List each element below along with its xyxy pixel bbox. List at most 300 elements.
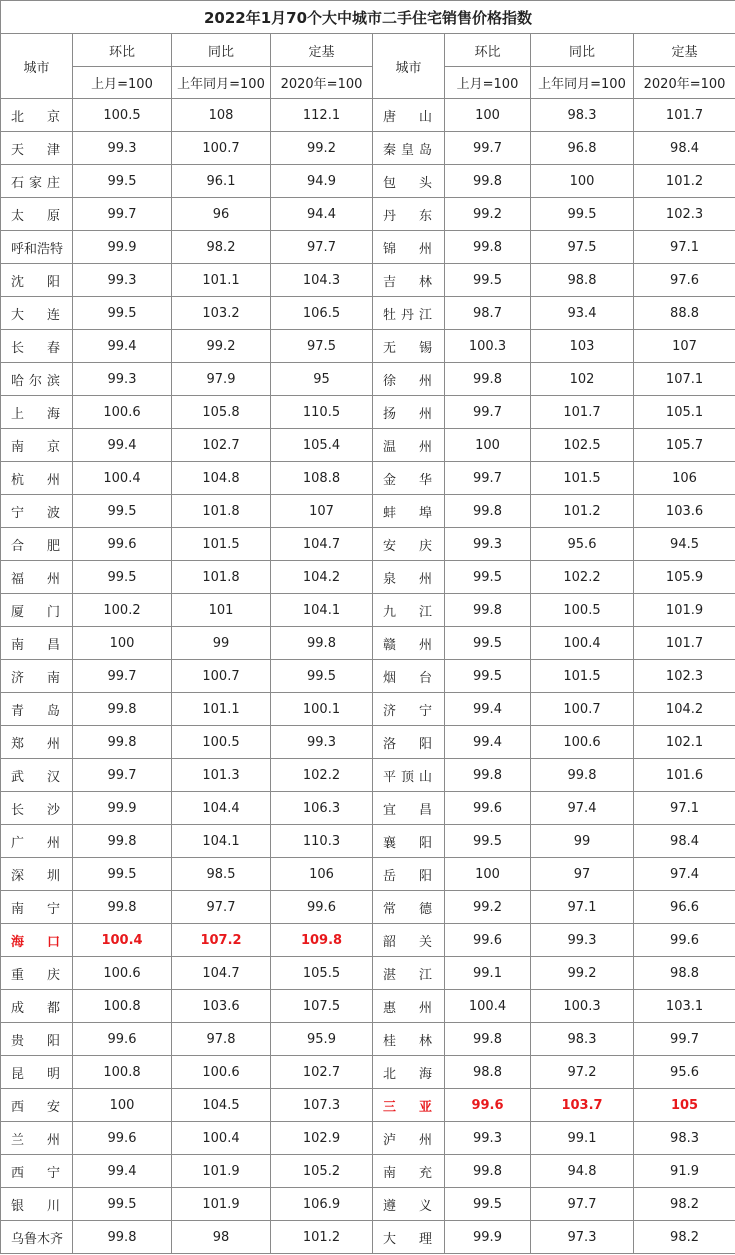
- right-fixed-value: 98.2: [634, 1221, 735, 1254]
- table-row: [1, 957, 735, 990]
- left-city-name: 南 京: [1, 429, 73, 462]
- right-mom-value: 100: [445, 429, 531, 462]
- right-city-name: 九 江: [373, 594, 445, 627]
- right-city-name: 包 头: [373, 165, 445, 198]
- right-yoy-value: 97.4: [531, 792, 634, 825]
- left-yoy-value: 101.1: [172, 264, 271, 297]
- mom-header-left: 环比: [73, 34, 172, 67]
- left-fixed-value: 99.6: [271, 891, 373, 924]
- right-fixed-value: 99.7: [634, 1023, 735, 1056]
- left-fixed-value: 105.5: [271, 957, 373, 990]
- left-fixed-value: 108.8: [271, 462, 373, 495]
- right-yoy-value: 100.3: [531, 990, 634, 1023]
- right-fixed-value: 105.9: [634, 561, 735, 594]
- right-mom-value: 100.4: [445, 990, 531, 1023]
- left-fixed-value: 104.3: [271, 264, 373, 297]
- left-yoy-value: 96.1: [172, 165, 271, 198]
- right-fixed-value: 101.7: [634, 627, 735, 660]
- left-fixed-value: 107.3: [271, 1089, 373, 1122]
- left-yoy-value: 101.9: [172, 1188, 271, 1221]
- left-yoy-value: 101.8: [172, 561, 271, 594]
- header-row-1: [1, 34, 735, 67]
- right-city-name: 温 州: [373, 429, 445, 462]
- right-city-name: 湛 江: [373, 957, 445, 990]
- left-mom-value: 99.7: [73, 759, 172, 792]
- right-yoy-value: 102: [531, 363, 634, 396]
- left-city-name: 大 连: [1, 297, 73, 330]
- table-title: 2022年1月70个大中城市二手住宅销售价格指数: [1, 1, 735, 34]
- left-mom-value: 99.6: [73, 1023, 172, 1056]
- left-yoy-value: 101.9: [172, 1155, 271, 1188]
- right-mom-value: 99.5: [445, 627, 531, 660]
- right-city-name: 桂 林: [373, 1023, 445, 1056]
- left-yoy-value: 96: [172, 198, 271, 231]
- header-row-2: [1, 67, 735, 99]
- left-city-name: 哈尔滨: [1, 363, 73, 396]
- right-city-name: 扬 州: [373, 396, 445, 429]
- right-city-name: 金 华: [373, 462, 445, 495]
- left-yoy-value: 103.6: [172, 990, 271, 1023]
- right-yoy-value: 100: [531, 165, 634, 198]
- right-city-name: 平顶山: [373, 759, 445, 792]
- left-yoy-value: 108: [172, 99, 271, 132]
- right-yoy-value: 97.2: [531, 1056, 634, 1089]
- table-row: [1, 132, 735, 165]
- right-mom-value: 99.7: [445, 462, 531, 495]
- left-yoy-value: 98.2: [172, 231, 271, 264]
- left-city-name: 上 海: [1, 396, 73, 429]
- left-city-name: 银 川: [1, 1188, 73, 1221]
- right-fixed-value: 97.1: [634, 792, 735, 825]
- table-row: [1, 1122, 735, 1155]
- left-city-name: 济 南: [1, 660, 73, 693]
- left-yoy-value: 101: [172, 594, 271, 627]
- left-mom-value: 99.5: [73, 561, 172, 594]
- right-fixed-value: 97.6: [634, 264, 735, 297]
- right-yoy-value: 98.3: [531, 1023, 634, 1056]
- right-yoy-value: 97.1: [531, 891, 634, 924]
- right-fixed-value: 99.6: [634, 924, 735, 957]
- table-row: [1, 825, 735, 858]
- right-city-name: 韶 关: [373, 924, 445, 957]
- right-yoy-value: 100.6: [531, 726, 634, 759]
- right-city-name: 襄 阳: [373, 825, 445, 858]
- right-city-name: 丹 东: [373, 198, 445, 231]
- table-row: [1, 429, 735, 462]
- left-yoy-value: 98: [172, 1221, 271, 1254]
- table-row: [1, 792, 735, 825]
- left-city-name: 深 圳: [1, 858, 73, 891]
- right-mom-value: 99.7: [445, 396, 531, 429]
- right-city-name: 无 锡: [373, 330, 445, 363]
- left-fixed-value: 110.3: [271, 825, 373, 858]
- left-fixed-value: 99.5: [271, 660, 373, 693]
- left-mom-value: 100.8: [73, 990, 172, 1023]
- right-fixed-value: 103.6: [634, 495, 735, 528]
- table-row: [1, 396, 735, 429]
- table-row: [1, 1056, 735, 1089]
- left-mom-value: 99.7: [73, 660, 172, 693]
- right-mom-value: 99.2: [445, 198, 531, 231]
- right-yoy-value: 97: [531, 858, 634, 891]
- left-mom-value: 99.8: [73, 693, 172, 726]
- left-yoy-value: 101.5: [172, 528, 271, 561]
- left-mom-value: 100.6: [73, 396, 172, 429]
- right-yoy-value: 99.5: [531, 198, 634, 231]
- right-city-name: 牡丹江: [373, 297, 445, 330]
- left-mom-value: 100: [73, 627, 172, 660]
- right-fixed-value: 103.1: [634, 990, 735, 1023]
- left-fixed-value: 112.1: [271, 99, 373, 132]
- right-fixed-value: 105: [634, 1089, 735, 1122]
- right-mom-value: 99.3: [445, 1122, 531, 1155]
- right-mom-value: 100: [445, 858, 531, 891]
- left-yoy-value: 98.5: [172, 858, 271, 891]
- right-city-name: 遵 义: [373, 1188, 445, 1221]
- table-row: [1, 528, 735, 561]
- left-yoy-value: 100.6: [172, 1056, 271, 1089]
- table-row: [1, 231, 735, 264]
- right-mom-value: 98.8: [445, 1056, 531, 1089]
- right-city-name: 泉 州: [373, 561, 445, 594]
- left-city-name: 杭 州: [1, 462, 73, 495]
- left-yoy-value: 107.2: [172, 924, 271, 957]
- left-yoy-value: 104.8: [172, 462, 271, 495]
- left-fixed-value: 106: [271, 858, 373, 891]
- left-city-name: 西 宁: [1, 1155, 73, 1188]
- left-yoy-value: 104.5: [172, 1089, 271, 1122]
- left-fixed-value: 101.2: [271, 1221, 373, 1254]
- right-mom-value: 99.5: [445, 1188, 531, 1221]
- left-mom-value: 99.4: [73, 429, 172, 462]
- right-fixed-value: 102.1: [634, 726, 735, 759]
- right-fixed-value: 98.2: [634, 1188, 735, 1221]
- right-city-name: 三 亚: [373, 1089, 445, 1122]
- left-fixed-value: 94.4: [271, 198, 373, 231]
- table-row: [1, 495, 735, 528]
- left-fixed-value: 95.9: [271, 1023, 373, 1056]
- right-city-name: 吉 林: [373, 264, 445, 297]
- left-city-name: 贵 阳: [1, 1023, 73, 1056]
- right-fixed-value: 107.1: [634, 363, 735, 396]
- left-mom-value: 99.6: [73, 528, 172, 561]
- table-row: [1, 1221, 735, 1254]
- table-row: [1, 594, 735, 627]
- left-mom-value: 100.4: [73, 924, 172, 957]
- fixed-base-left: 2020年=100: [271, 67, 373, 99]
- left-mom-value: 99.5: [73, 1188, 172, 1221]
- left-fixed-value: 95: [271, 363, 373, 396]
- left-fixed-value: 104.1: [271, 594, 373, 627]
- table-row: [1, 561, 735, 594]
- left-city-name: 太 原: [1, 198, 73, 231]
- right-yoy-value: 100.7: [531, 693, 634, 726]
- left-city-name: 北 京: [1, 99, 73, 132]
- right-mom-value: 99.8: [445, 1155, 531, 1188]
- right-mom-value: 98.7: [445, 297, 531, 330]
- right-yoy-value: 102.5: [531, 429, 634, 462]
- left-mom-value: 99.3: [73, 132, 172, 165]
- right-fixed-value: 105.1: [634, 396, 735, 429]
- table-row: [1, 1089, 735, 1122]
- right-fixed-value: 107: [634, 330, 735, 363]
- right-mom-value: 99.8: [445, 495, 531, 528]
- table-row: [1, 330, 735, 363]
- left-mom-value: 99.6: [73, 1122, 172, 1155]
- fixed-header-right: 定基: [634, 34, 735, 67]
- left-fixed-value: 99.8: [271, 627, 373, 660]
- left-city-name: 成 都: [1, 990, 73, 1023]
- right-city-name: 锦 州: [373, 231, 445, 264]
- left-fixed-value: 105.4: [271, 429, 373, 462]
- fixed-header-left: 定基: [271, 34, 373, 67]
- right-city-name: 北 海: [373, 1056, 445, 1089]
- right-mom-value: 99.7: [445, 132, 531, 165]
- left-city-name: 南 宁: [1, 891, 73, 924]
- right-yoy-value: 97.3: [531, 1221, 634, 1254]
- left-mom-value: 99.5: [73, 165, 172, 198]
- right-city-name: 秦皇岛: [373, 132, 445, 165]
- table-row: [1, 891, 735, 924]
- left-city-name: 海 口: [1, 924, 73, 957]
- right-city-name: 烟 台: [373, 660, 445, 693]
- title-row: [1, 1, 735, 34]
- right-yoy-value: 97.7: [531, 1188, 634, 1221]
- right-mom-value: 99.8: [445, 1023, 531, 1056]
- left-city-name: 石家庄: [1, 165, 73, 198]
- right-fixed-value: 91.9: [634, 1155, 735, 1188]
- table-row: [1, 726, 735, 759]
- left-yoy-value: 101.1: [172, 693, 271, 726]
- right-city-name: 南 充: [373, 1155, 445, 1188]
- right-city-name: 蚌 埠: [373, 495, 445, 528]
- right-yoy-value: 101.7: [531, 396, 634, 429]
- right-fixed-value: 106: [634, 462, 735, 495]
- table-row: [1, 264, 735, 297]
- table-row: [1, 198, 735, 231]
- left-mom-value: 99.4: [73, 330, 172, 363]
- left-yoy-value: 99.2: [172, 330, 271, 363]
- left-fixed-value: 102.7: [271, 1056, 373, 1089]
- right-mom-value: 99.8: [445, 759, 531, 792]
- table-row: [1, 1023, 735, 1056]
- right-yoy-value: 103: [531, 330, 634, 363]
- table-row: [1, 759, 735, 792]
- left-fixed-value: 105.2: [271, 1155, 373, 1188]
- left-mom-value: 99.4: [73, 1155, 172, 1188]
- right-fixed-value: 98.3: [634, 1122, 735, 1155]
- left-yoy-value: 103.2: [172, 297, 271, 330]
- left-city-name: 青 岛: [1, 693, 73, 726]
- left-yoy-value: 97.9: [172, 363, 271, 396]
- yoy-header-left: 同比: [172, 34, 271, 67]
- left-mom-value: 99.5: [73, 858, 172, 891]
- left-fixed-value: 97.7: [271, 231, 373, 264]
- left-mom-value: 100: [73, 1089, 172, 1122]
- right-mom-value: 99.4: [445, 726, 531, 759]
- left-city-name: 厦 门: [1, 594, 73, 627]
- left-mom-value: 99.8: [73, 1221, 172, 1254]
- right-fixed-value: 97.1: [634, 231, 735, 264]
- left-yoy-value: 102.7: [172, 429, 271, 462]
- right-fixed-value: 88.8: [634, 297, 735, 330]
- left-fixed-value: 110.5: [271, 396, 373, 429]
- right-yoy-value: 98.8: [531, 264, 634, 297]
- left-yoy-value: 100.7: [172, 660, 271, 693]
- left-mom-value: 99.9: [73, 792, 172, 825]
- yoy-base-right: 上年同月=100: [531, 67, 634, 99]
- right-yoy-value: 100.4: [531, 627, 634, 660]
- left-mom-value: 99.8: [73, 891, 172, 924]
- right-city-name: 济 宁: [373, 693, 445, 726]
- table-row: [1, 1155, 735, 1188]
- right-mom-value: 100.3: [445, 330, 531, 363]
- left-fixed-value: 97.5: [271, 330, 373, 363]
- left-city-name: 沈 阳: [1, 264, 73, 297]
- fixed-base-right: 2020年=100: [634, 67, 735, 99]
- left-fixed-value: 102.2: [271, 759, 373, 792]
- right-city-name: 赣 州: [373, 627, 445, 660]
- right-mom-value: 99.8: [445, 363, 531, 396]
- right-fixed-value: 101.9: [634, 594, 735, 627]
- table-row: [1, 660, 735, 693]
- left-city-name: 乌鲁木齐: [1, 1221, 73, 1254]
- left-city-name: 武 汉: [1, 759, 73, 792]
- left-yoy-value: 104.7: [172, 957, 271, 990]
- left-fixed-value: 94.9: [271, 165, 373, 198]
- left-yoy-value: 100.7: [172, 132, 271, 165]
- left-mom-value: 99.3: [73, 264, 172, 297]
- right-mom-value: 99.8: [445, 594, 531, 627]
- right-mom-value: 99.2: [445, 891, 531, 924]
- left-mom-value: 99.5: [73, 495, 172, 528]
- left-city-name: 昆 明: [1, 1056, 73, 1089]
- left-fixed-value: 106.3: [271, 792, 373, 825]
- left-fixed-value: 106.9: [271, 1188, 373, 1221]
- right-city-name: 岳 阳: [373, 858, 445, 891]
- right-mom-value: 99.6: [445, 792, 531, 825]
- right-city-name: 洛 阳: [373, 726, 445, 759]
- left-fixed-value: 99.3: [271, 726, 373, 759]
- right-mom-value: 99.6: [445, 924, 531, 957]
- left-mom-value: 99.7: [73, 198, 172, 231]
- right-yoy-value: 97.5: [531, 231, 634, 264]
- right-mom-value: 99.3: [445, 528, 531, 561]
- left-city-name: 天 津: [1, 132, 73, 165]
- right-fixed-value: 102.3: [634, 198, 735, 231]
- table-row: [1, 99, 735, 132]
- left-mom-value: 99.8: [73, 825, 172, 858]
- left-yoy-value: 97.7: [172, 891, 271, 924]
- left-yoy-value: 104.4: [172, 792, 271, 825]
- right-fixed-value: 97.4: [634, 858, 735, 891]
- right-yoy-value: 98.3: [531, 99, 634, 132]
- right-mom-value: 100: [445, 99, 531, 132]
- right-yoy-value: 101.5: [531, 462, 634, 495]
- right-mom-value: 99.4: [445, 693, 531, 726]
- right-yoy-value: 99: [531, 825, 634, 858]
- table-row: [1, 627, 735, 660]
- right-yoy-value: 101.5: [531, 660, 634, 693]
- left-city-name: 西 安: [1, 1089, 73, 1122]
- table-row: [1, 165, 735, 198]
- right-city-name: 泸 州: [373, 1122, 445, 1155]
- left-city-name: 合 肥: [1, 528, 73, 561]
- city-header-left: 城市: [1, 34, 73, 99]
- right-fixed-value: 98.4: [634, 825, 735, 858]
- left-city-name: 重 庆: [1, 957, 73, 990]
- right-yoy-value: 103.7: [531, 1089, 634, 1122]
- right-city-name: 常 德: [373, 891, 445, 924]
- left-fixed-value: 99.2: [271, 132, 373, 165]
- table-row: [1, 693, 735, 726]
- left-city-name: 宁 波: [1, 495, 73, 528]
- right-fixed-value: 104.2: [634, 693, 735, 726]
- left-yoy-value: 104.1: [172, 825, 271, 858]
- right-city-name: 徐 州: [373, 363, 445, 396]
- yoy-header-right: 同比: [531, 34, 634, 67]
- right-yoy-value: 99.8: [531, 759, 634, 792]
- left-yoy-value: 100.5: [172, 726, 271, 759]
- table-row: [1, 1188, 735, 1221]
- left-city-name: 福 州: [1, 561, 73, 594]
- left-city-name: 南 昌: [1, 627, 73, 660]
- left-fixed-value: 106.5: [271, 297, 373, 330]
- right-mom-value: 99.1: [445, 957, 531, 990]
- right-city-name: 惠 州: [373, 990, 445, 1023]
- right-fixed-value: 105.7: [634, 429, 735, 462]
- table-row: [1, 363, 735, 396]
- right-yoy-value: 100.5: [531, 594, 634, 627]
- mom-base-left: 上月=100: [73, 67, 172, 99]
- table-row: [1, 297, 735, 330]
- left-fixed-value: 102.9: [271, 1122, 373, 1155]
- right-fixed-value: 101.6: [634, 759, 735, 792]
- mom-header-right: 环比: [445, 34, 531, 67]
- left-mom-value: 99.8: [73, 726, 172, 759]
- left-city-name: 呼和浩特: [1, 231, 73, 264]
- right-mom-value: 99.5: [445, 825, 531, 858]
- left-fixed-value: 107: [271, 495, 373, 528]
- table-row: [1, 462, 735, 495]
- right-mom-value: 99.8: [445, 231, 531, 264]
- left-fixed-value: 107.5: [271, 990, 373, 1023]
- mom-base-right: 上月=100: [445, 67, 531, 99]
- table-row: [1, 990, 735, 1023]
- city-header-right: 城市: [373, 34, 445, 99]
- left-fixed-value: 109.8: [271, 924, 373, 957]
- left-yoy-value: 99: [172, 627, 271, 660]
- right-yoy-value: 99.3: [531, 924, 634, 957]
- left-city-name: 长 春: [1, 330, 73, 363]
- right-fixed-value: 101.7: [634, 99, 735, 132]
- left-mom-value: 100.6: [73, 957, 172, 990]
- right-fixed-value: 94.5: [634, 528, 735, 561]
- right-mom-value: 99.6: [445, 1089, 531, 1122]
- table-row: [1, 858, 735, 891]
- left-yoy-value: 101.8: [172, 495, 271, 528]
- right-fixed-value: 102.3: [634, 660, 735, 693]
- left-yoy-value: 97.8: [172, 1023, 271, 1056]
- right-mom-value: 99.5: [445, 660, 531, 693]
- right-fixed-value: 95.6: [634, 1056, 735, 1089]
- left-mom-value: 99.3: [73, 363, 172, 396]
- right-yoy-value: 96.8: [531, 132, 634, 165]
- right-yoy-value: 101.2: [531, 495, 634, 528]
- left-city-name: 广 州: [1, 825, 73, 858]
- right-city-name: 唐 山: [373, 99, 445, 132]
- right-yoy-value: 95.6: [531, 528, 634, 561]
